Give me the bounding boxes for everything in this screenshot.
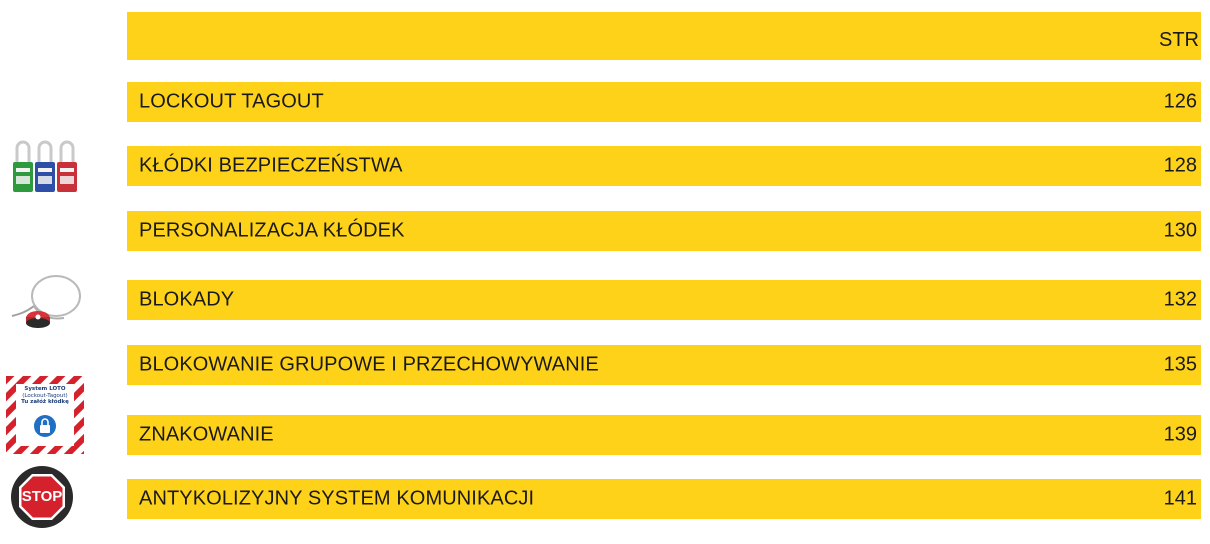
toc-row-title: ANTYKOLIZYJNY SYSTEM KOMUNIKACJI	[139, 487, 535, 510]
toc-row[interactable]	[127, 211, 1201, 251]
stop-sign-text: STOP	[21, 488, 63, 505]
toc-row-page: 130	[1163, 219, 1197, 242]
toc-row[interactable]	[127, 280, 1201, 320]
toc-row-title: LOCKOUT TAGOUT	[139, 90, 324, 113]
loto-sign-icon	[6, 376, 84, 454]
toc-row-page: 132	[1163, 288, 1197, 311]
toc-row-title: BLOKOWANIE GRUPOWE I PRZECHOWYWANIE	[139, 353, 599, 376]
toc-row-title: KŁÓDKI BEZPIECZEŃSTWA	[139, 154, 403, 177]
toc-row-page: 126	[1163, 90, 1197, 113]
toc-row-title: PERSONALIZACJA KŁÓDEK	[139, 219, 405, 242]
toc-row-page: 135	[1163, 353, 1197, 376]
padlocks-icon	[8, 138, 82, 194]
toc-row[interactable]	[127, 345, 1201, 385]
toc-row[interactable]	[127, 415, 1201, 455]
loto-sign-line3: Tu załóż kłódkę	[21, 399, 69, 405]
toc-row-page: 139	[1163, 423, 1197, 446]
toc-header-bar	[127, 12, 1201, 60]
toc-row[interactable]	[127, 479, 1201, 519]
toc-row[interactable]	[127, 82, 1201, 122]
toc-row-title: BLOKADY	[139, 288, 235, 311]
toc-row-page: 128	[1163, 154, 1197, 177]
loto-sign-line1: System LOTO	[24, 386, 66, 392]
stop-sign-icon	[10, 464, 74, 530]
cable-lock-icon	[6, 272, 86, 332]
toc-row-page: 141	[1163, 487, 1197, 510]
loto-sign-line2: (Lockout-Tagout)	[22, 392, 68, 399]
page-column-header: STR	[1159, 29, 1199, 51]
toc-row-title: ZNAKOWANIE	[139, 423, 274, 446]
toc-row[interactable]	[127, 146, 1201, 186]
